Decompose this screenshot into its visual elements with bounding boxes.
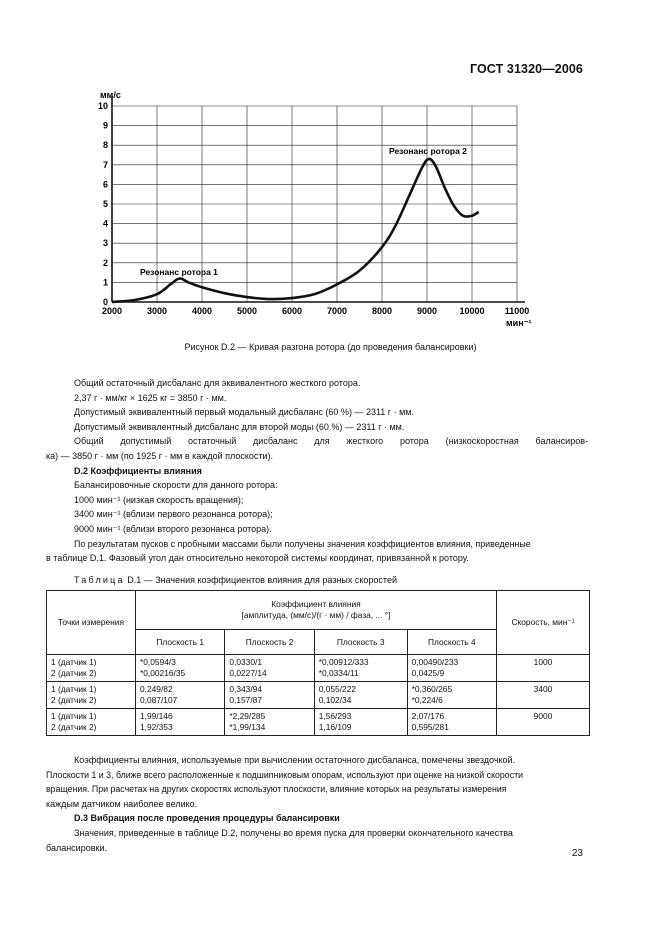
cell-line: 1,56/293 — [318, 711, 352, 721]
annotation-rotor-2: Резонанс ротора 2 — [389, 146, 467, 156]
cell-line: 1 (датчик 1) — [51, 684, 97, 694]
x-tick-label: 2000 — [101, 306, 123, 316]
cell-line: 0,157/87 — [229, 695, 262, 705]
cell-line: 0,595/281 — [411, 722, 449, 732]
table-caption — [74, 575, 397, 585]
header-speed: Скорость, мин⁻¹ — [497, 591, 590, 655]
header-plane-2: Плоскость 2 — [225, 630, 314, 655]
paragraph-line: балансировки. — [46, 842, 107, 853]
header-coefficient-title: Коэффициент влияния — [271, 599, 361, 609]
cell-line: 1,92/353 — [140, 722, 173, 732]
y-tick-label: 2 — [102, 257, 108, 268]
header-coefficient — [136, 591, 497, 630]
cell-line: *0,360/265 — [411, 684, 453, 694]
paragraph-line: Общий остаточный дисбаланс для эквивалентного жесткого ротора. — [74, 378, 361, 388]
cell-line: *0,224/6 — [411, 695, 443, 705]
cell-line: *1,99/134 — [229, 722, 266, 732]
cell-line: *0,0594/3 — [140, 657, 176, 667]
cell-line: *0,0334/11 — [318, 668, 359, 678]
cell-line: 2,07/176 — [411, 711, 445, 721]
cell-line: 0,055/222 — [318, 684, 357, 694]
table-row — [47, 655, 590, 682]
x-tick-label: 10000 — [459, 306, 485, 316]
header-coefficient-units: [амплитуда, (мм/с)/(г · мм) / фаза, ... °] — [241, 610, 391, 620]
paragraph-line: 1000 мин⁻¹ (низкая скорость вращения); — [74, 494, 244, 505]
cell-line: 0,087/107 — [140, 695, 178, 705]
cell-line: 0,102/34 — [318, 695, 352, 705]
cell-line: 0,343/94 — [229, 684, 262, 694]
x-tick-label: 3000 — [146, 306, 168, 316]
cell-line: 2 (датчик 2) — [51, 722, 97, 732]
cell-plane-4 — [407, 682, 496, 709]
cell-points — [47, 682, 136, 709]
document-id-header: ГОСТ 31320—2006 — [469, 62, 583, 76]
cell-line: 0,0425/9 — [411, 668, 445, 678]
cell-points — [47, 655, 136, 682]
section-heading-d2: D.2 Коэффициенты влияния — [74, 465, 202, 476]
x-tick-label: 9000 — [416, 306, 438, 316]
series-curve — [112, 159, 479, 302]
y-tick-label: 0 — [102, 297, 108, 307]
paragraph-line: Допустимый эквивалентный первый модальный дисбаланс (60 %) — 2311 г · мм. — [74, 407, 414, 418]
influence-coefficients-table — [46, 590, 590, 736]
cell-plane-3 — [314, 655, 407, 682]
paragraph-line: Общий допустимый остаточный дисбаланс для жесткого ротора (низкоскоростная балансиров- — [74, 436, 588, 447]
cell-line: 1,99/146 — [140, 711, 173, 721]
cell-plane-1 — [136, 655, 225, 682]
table-caption-lead: Таблица — [74, 575, 125, 585]
cell-line: 0,0227/14 — [229, 668, 267, 678]
paragraph-line: Коэффициенты влияния, используемые при вычислении остаточного дисбаланса, помечены звездочкой. — [74, 755, 516, 765]
cell-line: 0,249/82 — [140, 684, 173, 694]
table-row — [47, 709, 590, 736]
chart-svg — [60, 84, 560, 334]
cell-speed: 9000 — [497, 709, 590, 736]
cell-speed: 1000 — [497, 655, 590, 682]
y-tick-label: 10 — [97, 101, 108, 111]
paragraph-line: вращения. При расчетах на других скоростях используют плоскости, влияние которых на результаты измерения — [46, 784, 507, 795]
cell-line: 1 (датчик 1) — [51, 711, 97, 721]
paragraph-line: Значения, приведенные в таблице D.2, получены во время пуска для проверки окончательного качества — [74, 827, 513, 838]
section-heading-d3: D.3 Вибрация после проведения процедуры балансировки — [74, 813, 340, 824]
x-tick-label: 7000 — [326, 306, 348, 316]
cell-plane-3 — [314, 709, 407, 736]
table-caption-text: D.1 — Значения коэффициентов влияния для разных скоростей — [124, 575, 397, 585]
cell-line: 1 (датчик 1) — [51, 657, 97, 667]
y-tick-label: 7 — [102, 159, 108, 170]
y-tick-label: 4 — [102, 218, 108, 229]
header-points: Точки измерения — [47, 591, 136, 655]
header-plane-3: Плоскость 3 — [314, 630, 407, 655]
header-plane-4: Плоскость 4 — [407, 630, 496, 655]
paragraph-line: 2,37 г · мм/кг × 1625 кг = 3850 г · мм. — [74, 392, 227, 403]
x-tick-label: 4000 — [191, 306, 213, 316]
cell-plane-1 — [136, 709, 225, 736]
paragraph-line: каждым датчиком наиболее велико. — [46, 798, 198, 809]
cell-line: *0,00912/333 — [318, 657, 369, 667]
x-tick-label: 11000 — [504, 306, 530, 316]
chart-ticks — [98, 101, 529, 316]
x-tick-label: 6000 — [281, 306, 303, 316]
cell-plane-3 — [314, 682, 407, 709]
y-tick-label: 1 — [102, 277, 108, 288]
cell-plane-2 — [225, 655, 314, 682]
y-tick-label: 5 — [102, 199, 108, 209]
paragraph-line: ка) — 3850 г · мм (по 1925 г · мм в каждой плоскости). — [46, 450, 274, 461]
paragraph-line: 3400 мин⁻¹ (вблизи первого резонанса ротора); — [74, 509, 273, 520]
paragraph-line: Балансировочные скорости для данного ротора: — [74, 480, 278, 491]
cell-plane-2 — [225, 709, 314, 736]
paragraph-line: Плоскости 1 и 3, ближе всего расположенные к подшипниковым опорам, используют при оценке на низкой скорости — [46, 769, 524, 780]
after-table-text — [46, 753, 588, 855]
annotation-rotor-1: Резонанс ротора 1 — [140, 267, 218, 277]
table-row — [47, 682, 590, 709]
figure-caption: Рисунок D.2 — Кривая разгона ротора (до проведения балансировки) — [184, 342, 477, 352]
y-axis-label: мм/с — [100, 90, 121, 100]
cell-points — [47, 709, 136, 736]
paragraph-line: в таблице D.1. Фазовый угол дан относительно некоторой системы координат, привязанной к ротору. — [46, 553, 469, 564]
x-tick-label: 8000 — [371, 306, 393, 316]
page-number: 23 — [571, 848, 583, 859]
y-tick-label: 3 — [102, 238, 108, 249]
cell-line: 2 (датчик 2) — [51, 668, 97, 678]
cell-plane-4 — [407, 709, 496, 736]
x-tick-label: 5000 — [236, 306, 258, 316]
table-header-row — [47, 591, 590, 630]
body-text-block — [46, 376, 588, 566]
cell-line: 0,0330/1 — [229, 657, 262, 667]
cell-line: 2 (датчик 2) — [51, 695, 97, 705]
cell-line: 1,16/109 — [318, 722, 352, 732]
paragraph-line: Допустимый эквивалентный дисбаланс для второй моды (60 %) — 2311 г · мм. — [74, 421, 405, 432]
cell-plane-4 — [407, 655, 496, 682]
y-tick-label: 8 — [102, 140, 108, 151]
paragraph-line: 9000 мин⁻¹ (вблизи второго резонанса ротора). — [74, 523, 272, 534]
cell-speed: 3400 — [497, 682, 590, 709]
cell-plane-1 — [136, 682, 225, 709]
header-plane-1: Плоскость 1 — [136, 630, 225, 655]
cell-plane-2 — [225, 682, 314, 709]
cell-line: *0,00216/35 — [140, 668, 186, 678]
y-tick-label: 9 — [102, 120, 108, 131]
run-up-chart — [60, 84, 560, 334]
cell-line: *2,29/285 — [229, 711, 266, 721]
cell-line: 0,00490/233 — [411, 657, 459, 667]
y-tick-label: 6 — [102, 179, 108, 190]
x-axis-label: мин⁻¹ — [506, 318, 532, 328]
paragraph-line: По результатам пусков с пробными массами были получены значения коэффициентов влияния, приведенные — [74, 538, 531, 549]
